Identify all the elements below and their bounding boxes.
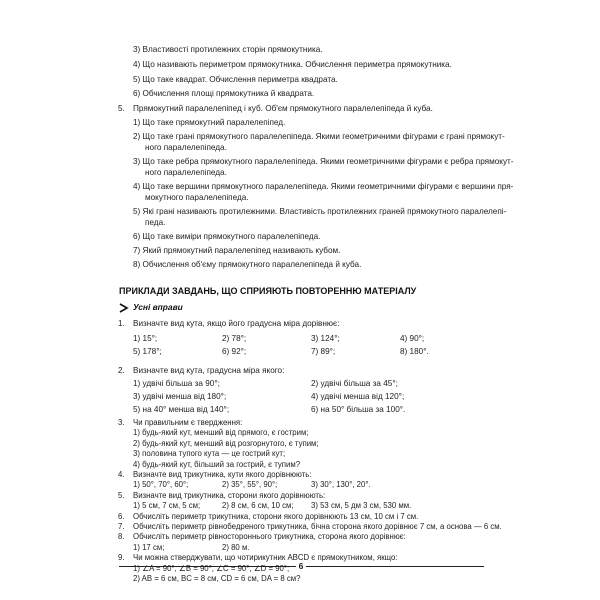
list-item: 3) Що таке ребра прямокутного паралелепіпеда. Якими геометричними фігурами є ребра прямокут- [133, 157, 514, 166]
answer-option: 2) будь-який кут, менший від розгорнутого, є тупим; [133, 438, 319, 448]
list-item: 4) Що таке вершини прямокутного паралелепіпеда. Якими геометричними фігурами є вершини пря- [133, 182, 514, 191]
exercise-text: Обчисліть периметр рівнобедреного трикутника, бічна сторона якого дорівнює 7 см, а основа — 6 см. [133, 522, 502, 531]
arrow-bullet-icon [119, 303, 129, 313]
oral-exercises-heading: Усні вправи [133, 302, 183, 312]
section-number: 5. [118, 104, 125, 113]
answer-option: 3) 53 см, 5 дм 3 см, 530 мм. [311, 501, 412, 511]
exercise-number: 9. [118, 553, 125, 563]
exercise-number: 1. [118, 319, 125, 328]
list-item: 6) Обчислення площі прямокутника й квадрата. [133, 89, 315, 98]
list-item-continuation: мокутного паралелепіпеда. [145, 193, 249, 202]
list-item: 6) Що таке виміри прямокутного паралелепіпеда. [133, 232, 321, 241]
list-item: 8) Обчислення об'єму прямокутного паралелепіпеда й куба. [133, 260, 362, 269]
exercise-number: 8. [118, 532, 125, 542]
exercise-text: Визначте вид кута, якщо його градусна міра дорівнює: [133, 319, 340, 328]
list-item-continuation: ного паралелепіпеда. [145, 168, 227, 177]
answer-option: 5) на 40° менша від 140°; [133, 405, 230, 414]
answer-option: 4) удвічі менша від 120°; [311, 392, 405, 401]
answer-option: 2) AB = 6 см, BC = 8 см, CD = 6 см, DA = 8 см? [133, 574, 301, 583]
answer-option: 2) удвічі більша за 45°; [311, 379, 398, 388]
answer-option: 7) 89°; [311, 347, 336, 356]
exercise-text: Обчисліть периметр рівностороннього трикутника, сторона якого дорівнює: [133, 532, 406, 542]
list-item: 7) Який прямокутний паралелепіпед називають кубом. [133, 246, 341, 255]
list-item: 5) Які грані називають протилежними. Властивість протилежних граней прямокутного паралелепі- [133, 207, 507, 216]
answer-option: 6) на 50° більша за 100°. [311, 405, 406, 414]
exercise-text: Чи можна стверджувати, що чотирикутник ABCD є прямокутником, якщо: [133, 553, 398, 563]
answer-option: 1) 15°; [133, 334, 158, 343]
answer-option: 1) будь-який кут, менший від прямого, є гострим; [133, 428, 309, 438]
answer-option: 1) ∠A = 90°, ∠B = 90°, ∠C = 90°, ∠D = 90°; [133, 563, 290, 573]
answer-option: 6) 92°; [222, 347, 247, 356]
section-title: Прямокутний паралелепіпед і куб. Об'єм прямокутного паралелепіпеда й куба. [133, 104, 433, 113]
list-item: 3) Властивості протилежних сторін прямокутника. [133, 45, 323, 54]
list-item-continuation: педа. [145, 218, 166, 227]
answer-option: 3) 30°, 130°, 20°. [311, 480, 371, 490]
answer-option: 1) 50°, 70°, 60°; [133, 480, 189, 490]
exercise-number: 7. [118, 522, 125, 531]
exercise-number: 5. [118, 490, 125, 500]
answer-option: 3) половина тупого кута — це гострий кут; [133, 449, 286, 459]
exercise-number: 2. [118, 366, 125, 375]
answer-option: 2) 8 см, 6 см, 10 см; [222, 501, 294, 511]
exercise-number: 3. [118, 418, 125, 427]
examples-heading: ПРИКЛАДИ ЗАВДАНЬ, ЩО СПРИЯЮТЬ ПОВТОРЕННЮ МАТЕРІАЛУ [119, 286, 417, 296]
answer-option: 3) 124°; [311, 334, 340, 343]
answer-option: 8) 180°. [400, 347, 429, 356]
answer-option: 1) 17 см; [133, 542, 165, 552]
answer-option: 2) 80 м. [222, 542, 250, 552]
list-item: 5) Що таке квадрат. Обчислення периметра квадрата. [133, 75, 338, 84]
answer-option: 1) удвічі більша за 90°; [133, 379, 220, 388]
list-item: 4) Що називають периметром прямокутника. Обчислення периметра прямокутника. [133, 60, 452, 69]
answer-option: 1) 5 см, 7 см, 5 см; [133, 501, 201, 511]
answer-option: 4) будь-який кут, більший за гострий, є тупим? [133, 459, 301, 469]
exercise-text: Визначте вид кута, градусна міра якого: [133, 366, 285, 375]
exercise-number: 4. [118, 470, 125, 479]
answer-option: 2) 78°; [222, 334, 247, 343]
list-item: 2) Що таке грані прямокутного паралелепіпеда. Якими геометричними фігурами є грані прямокут- [133, 132, 505, 141]
list-item: 1) Що таке прямокутний паралелепіпед. [133, 118, 286, 127]
exercise-text: Чи правильним є твердження: [133, 418, 243, 427]
answer-option: 4) 90°; [400, 334, 425, 343]
exercise-text: Визначте вид трикутника, кути якого дорівнюють: [133, 470, 312, 479]
exercise-text: Обчисліть периметр трикутника, сторони якого дорівнюють 13 см, 10 см і 7 см. [133, 511, 419, 521]
answer-option: 2) 35°, 55°, 90°; [222, 480, 278, 490]
answer-option: 3) удвічі менша від 180°; [133, 392, 227, 401]
exercise-number: 6. [118, 511, 125, 521]
answer-option: 5) 178°; [133, 347, 162, 356]
exercise-text: Визначте вид трикутника, сторони якого дорівнюють: [133, 490, 326, 500]
list-item-continuation: ного паралелепіпеда. [145, 143, 227, 152]
page-number: 6 [296, 561, 306, 571]
